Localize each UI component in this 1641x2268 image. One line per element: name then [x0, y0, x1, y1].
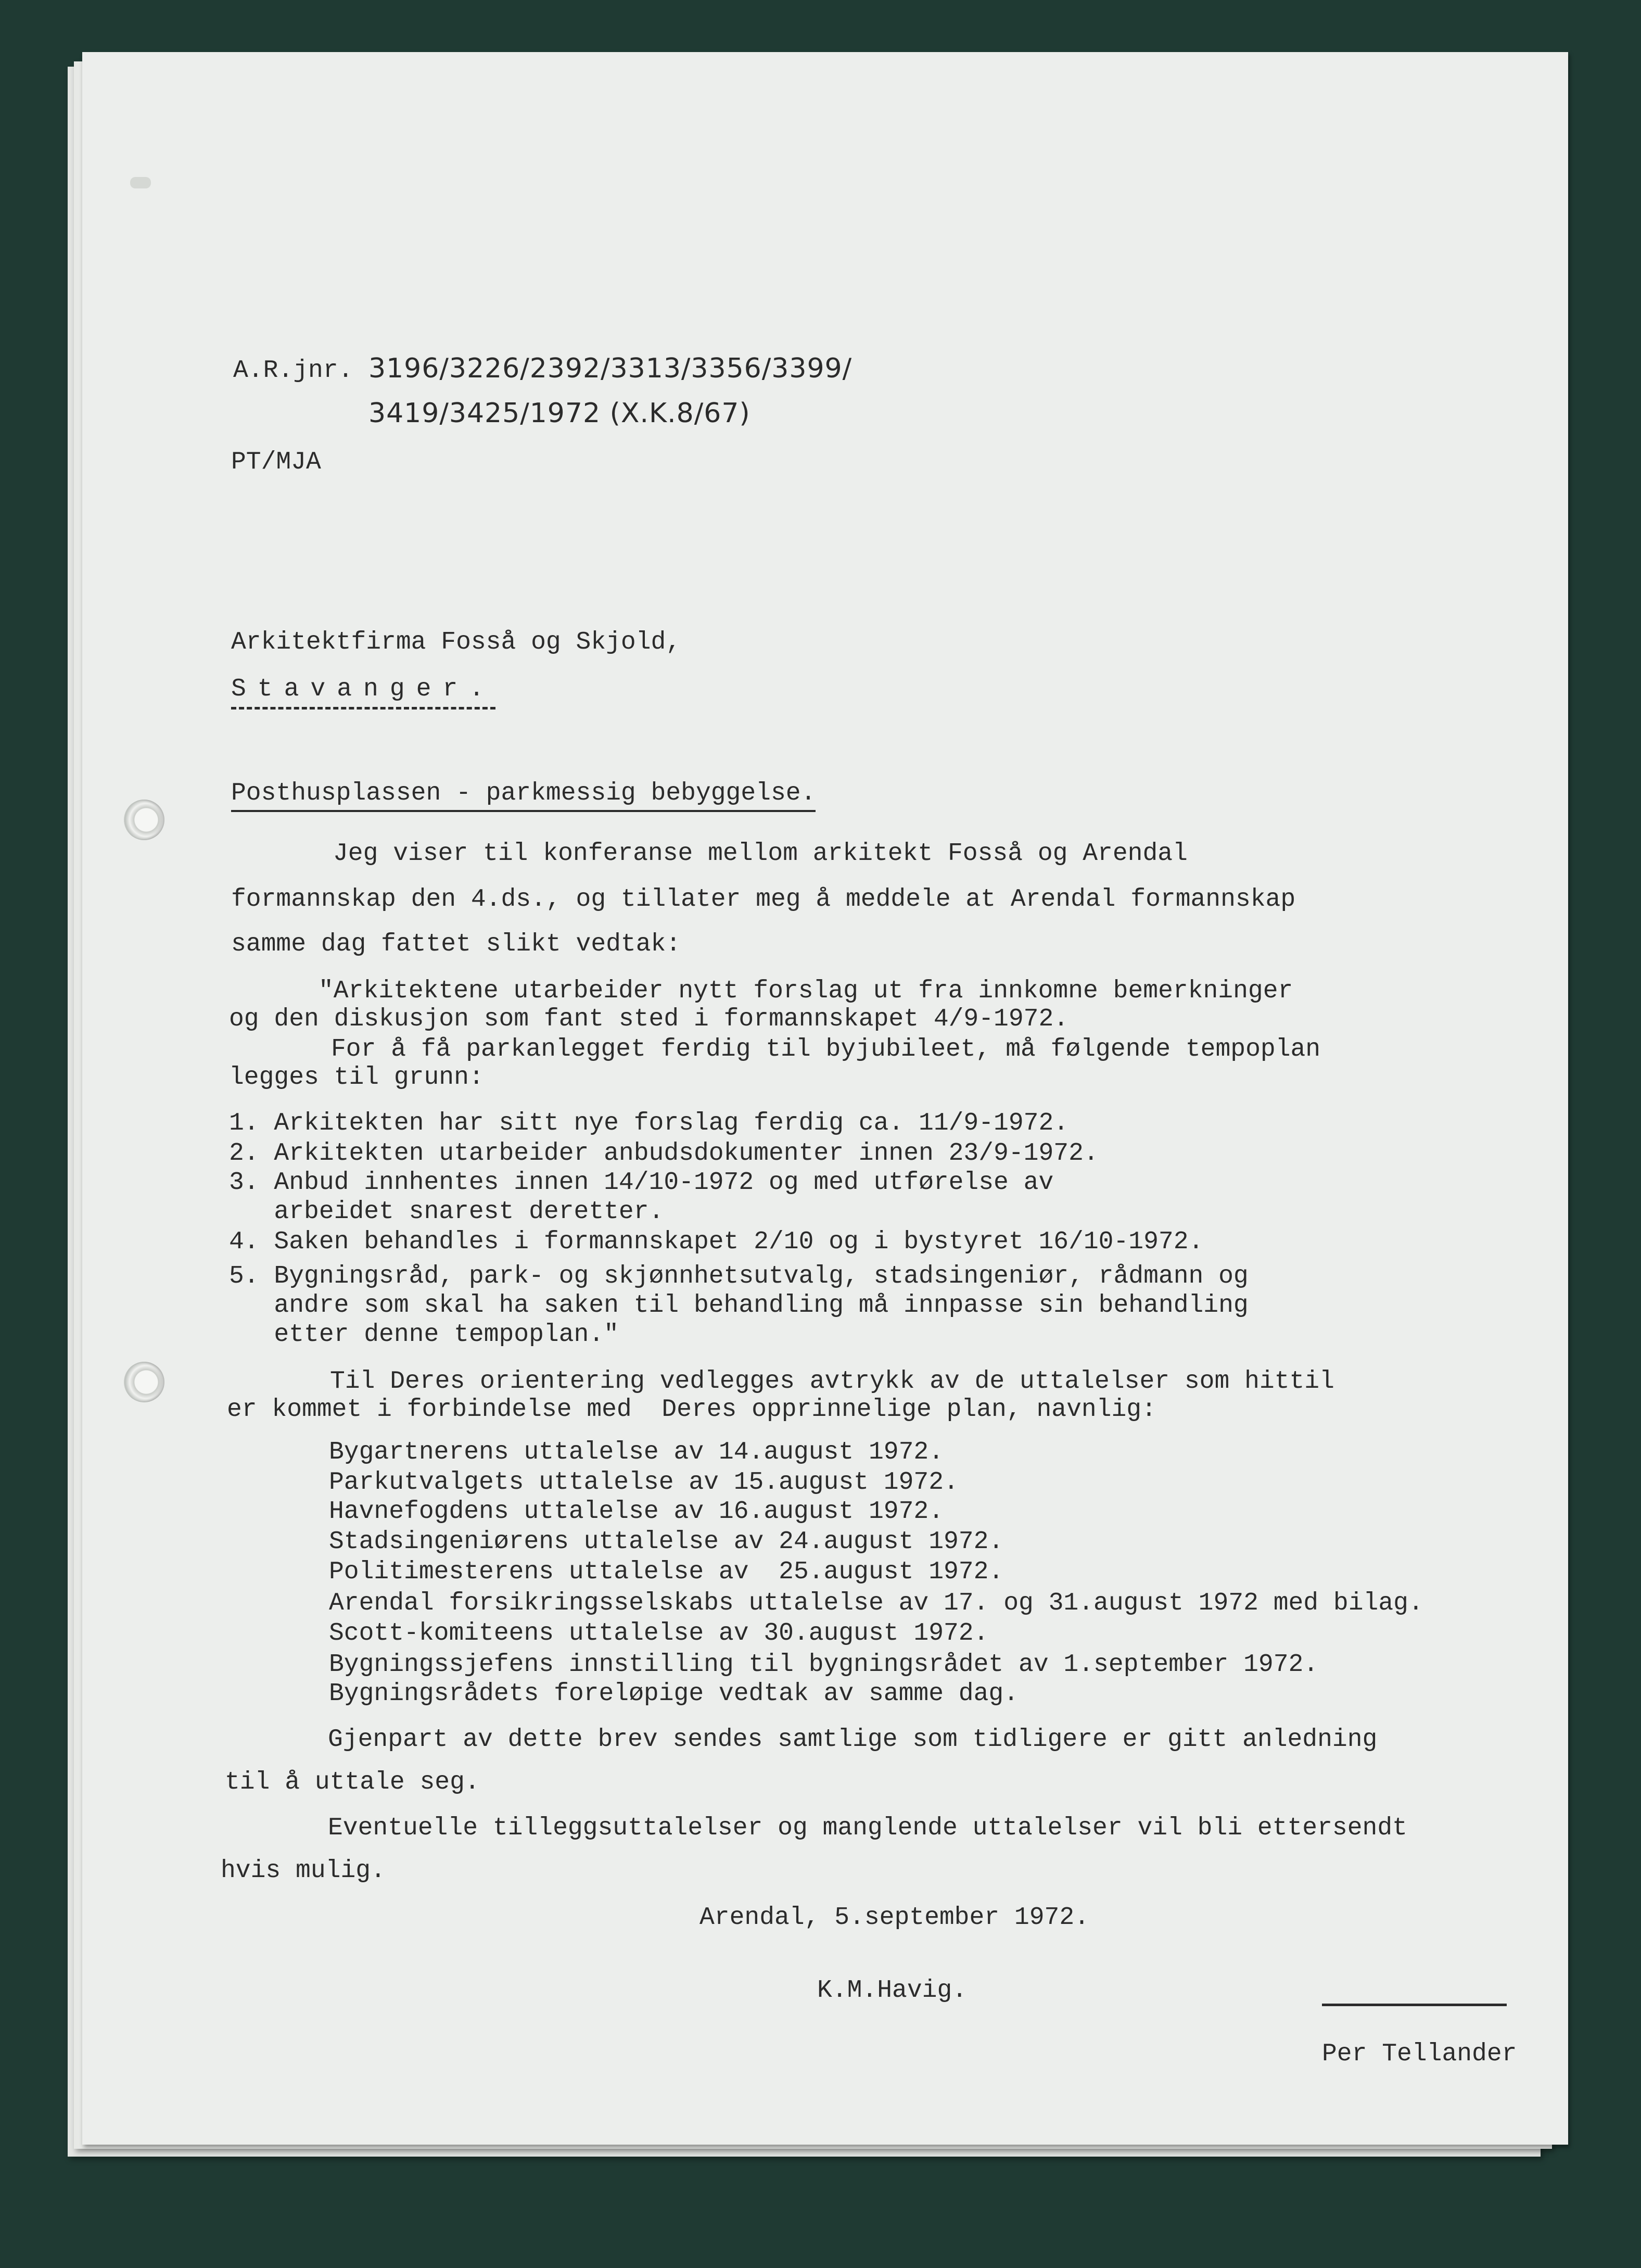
- initials: PT/MJA: [231, 448, 321, 476]
- quote-line-2: og den diskusjon som fant sted i formannskapet 4/9-1972.: [229, 1005, 1069, 1033]
- reference-numbers-line2: 3419/3425/1972 (X.K.8/67): [368, 398, 750, 429]
- paragraph-4-line-1: Eventuelle tilleggsuttalelser og manglende uttalelser vil bli ettersendt: [328, 1814, 1407, 1842]
- paragraph-1-line-3: samme dag fattet slikt vedtak:: [231, 930, 681, 958]
- statement-item: Scott-komiteens uttalelse av 30.august 1972.: [329, 1619, 989, 1648]
- recipient-city: Stavanger.: [231, 675, 495, 709]
- statement-item: Bygningssjefens innstilling til bygningsrådet av 1.september 1972.: [329, 1651, 1319, 1679]
- statement-item: Bygningsrådets foreløpige vedtak av samme dag.: [329, 1680, 1019, 1708]
- subject-line: Posthusplassen - parkmessig bebyggelse.: [231, 779, 816, 812]
- paragraph-2-line-1: Til Deres orientering vedlegges avtrykk av de uttalelser som hittil: [330, 1367, 1334, 1396]
- punch-hole-top: [124, 800, 164, 840]
- recipient-name: Arkitektfirma Fosså og Skjold,: [231, 628, 681, 656]
- list-item: 5. Bygningsråd, park- og skjønnhetsutvalg, stadsingeniør, rådmann og: [229, 1262, 1249, 1290]
- list-item: etter denne tempoplan.": [229, 1321, 619, 1349]
- list-item: 4. Saken behandles i formannskapet 2/10 og i bystyret 16/10-1972.: [229, 1228, 1204, 1256]
- staple-mark: [130, 177, 151, 188]
- quote-line-1: "Arkitektene utarbeider nytt forslag ut fra innkomne bemerkninger: [319, 977, 1293, 1005]
- paragraph-4-line-2: hvis mulig.: [221, 1857, 386, 1885]
- statement-item: Stadsingeniørens uttalelse av 24.august 1972.: [329, 1528, 1004, 1556]
- list-item: 1. Arkitekten har sitt nye forslag ferdig ca. 11/9-1972.: [229, 1109, 1069, 1137]
- paragraph-3-line-2: til å uttale seg.: [225, 1768, 480, 1796]
- quote-line-3: For å få parkanlegget ferdig til byjubileet, må følgende tempoplan: [331, 1035, 1321, 1063]
- list-item: arbeidet snarest deretter.: [229, 1198, 664, 1226]
- punch-hole-bottom: [124, 1362, 164, 1402]
- statement-item: Havnefogdens uttalelse av 16.august 1972.: [329, 1498, 944, 1526]
- signature-line: [1322, 2004, 1507, 2006]
- paragraph-1-line-1: Jeg viser til konferanse mellom arkitekt Fosså og Arendal: [333, 840, 1188, 868]
- list-item: andre som skal ha saken til behandling må innpasse sin behandling: [229, 1291, 1249, 1320]
- quote-line-4: legges til grunn:: [229, 1063, 484, 1092]
- statement-item: Bygartnerens uttalelse av 14.august 1972.: [329, 1438, 944, 1466]
- paragraph-1-line-2: formannskap den 4.ds., og tillater meg å meddele at Arendal formannskap: [231, 885, 1296, 914]
- reference-numbers-line1: 3196/3226/2392/3313/3356/3399/: [368, 353, 853, 384]
- countersigner-name: Per Tellander: [1322, 2040, 1517, 2068]
- statement-item: Arendal forsikringsselskabs uttalelse av 17. og 31.august 1972 med bilag.: [329, 1589, 1423, 1617]
- paragraph-2-line-2: er kommet i forbindelse med Deres opprinnelige plan, navnlig:: [227, 1396, 1156, 1424]
- reference-label: A.R.jnr.: [233, 357, 353, 385]
- statement-item: Politimesterens uttalelse av 25.august 1972.: [329, 1558, 1004, 1586]
- list-item: 2. Arkitekten utarbeider anbudsdokumenter innen 23/9-1972.: [229, 1139, 1099, 1168]
- paragraph-3-line-1: Gjenpart av dette brev sendes samtlige som tidligere er gitt anledning: [328, 1726, 1378, 1754]
- statement-item: Parkutvalgets uttalelse av 15.august 1972.: [329, 1468, 959, 1497]
- signer-name: K.M.Havig.: [817, 1976, 968, 2005]
- list-item: 3. Anbud innhentes innen 14/10-1972 og med utførelse av: [229, 1169, 1054, 1197]
- place-and-date: Arendal, 5.september 1972.: [699, 1904, 1089, 1932]
